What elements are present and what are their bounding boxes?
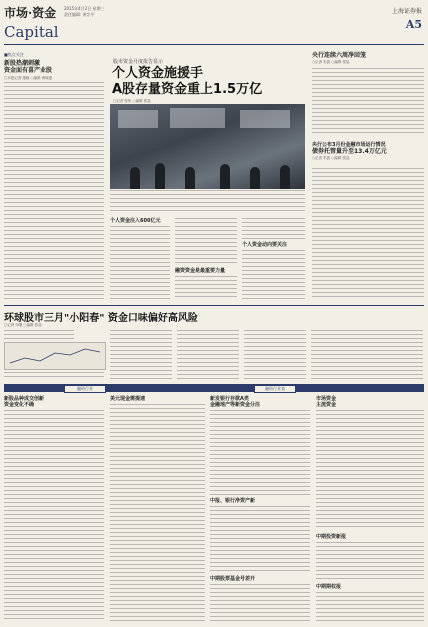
chart-box-1 [4,342,106,370]
right-article-2 [312,142,424,161]
bottom-col-1-body [4,410,104,622]
section-title-en: Capital [4,23,59,41]
mid-tab-2: 融资行业表 [254,385,296,393]
mid-section-bar [4,384,424,392]
bottom-col1-title-2: 资金变化不确 [4,402,35,408]
bottom-col4-sub2: 中期期权报 [316,584,342,590]
bottom-col-1 [4,396,104,408]
banner-text-0 [4,330,74,340]
bottom-col1-title-1: 新股品种成交创新 [4,396,45,402]
bottom-col4-title-2: 主流资金 [316,402,337,408]
bottom-col-4-body2 [316,542,424,580]
bottom-col3-sub2: 中期股票基金号差开 [210,576,256,582]
lead-headline-line1: 个人资金施援手 [112,66,204,81]
left-title-1: 新股热潮刺激 [4,60,41,67]
issue-meta [64,6,154,18]
banner-col-3 [177,330,239,380]
header-divider [4,44,424,45]
bottom-col-3 [210,396,310,408]
lead-headline-line2: A股存量资金重上1.5万亿 [112,82,263,97]
section-header [4,4,64,44]
lead-photo [110,104,305,189]
body-col-3b [242,250,305,300]
banner-headline: 环球股市三月"小阳春" 资金口味偏好高风险 [4,313,198,324]
body-col-2 [175,218,237,266]
paper-name: 上海证券报 [391,8,422,15]
banner-divider [4,305,424,306]
chart-caption [4,372,104,379]
right-byline-1: ○记者 朱凯 ○编辑 张喆 [312,60,350,64]
bottom-col4-title-1: 市场资金 [316,396,337,402]
banner-col-4 [244,330,306,380]
subhead-a-wrap [110,218,170,224]
bottom-col4-sub: 中期投资新报 [316,534,347,540]
subhead-a: 个人资金注入600亿元 [110,218,161,224]
mini-chart-1 [5,343,105,369]
subhead-d: 个人资金动向要关注 [242,242,288,248]
bottom-col-2-body [110,404,205,622]
banner-col-5 [311,330,423,380]
paper-header [392,6,422,31]
left-title-2: 资金面有喜产业股 [4,67,53,74]
photo-caption [110,190,305,214]
issue-date: 2015年4月2日 星期三 [64,6,105,11]
left-article [4,52,104,81]
right-title-1: 央行连续六周净回笼 [312,52,367,59]
right-body-1 [312,68,424,136]
bottom-col3-title-2: 金融地产等新资金分注 [210,402,261,408]
right-byline-2: ○记者 朱凯 ○编辑 张喆 [312,156,350,160]
lead-byline: □记者 张彤 ○编辑 张喆 [113,99,151,103]
body-col-2b [175,276,237,300]
right-title-2b: 债券托管量升至13.4万亿元 [312,148,387,155]
bottom-col-3-body [210,410,310,496]
bottom-col2-title: 美元现金需提速 [110,396,146,402]
banner-col-2 [110,330,172,380]
left-byline: □本报记者 施婉 ○编辑 黄晓惠 [4,76,53,80]
body-col-1 [110,226,170,300]
mid-tab-1: 融资行业 [64,385,106,393]
right-article-1 [312,52,424,65]
bottom-col-2 [110,396,205,402]
subhead-c: 融资资金是最重要力量 [175,268,226,274]
section-title-cn: 市场·资金 [4,6,57,20]
right-title-2a: 央行公布3月份金融市场运行情况 [312,142,386,148]
left-body-text [4,82,104,300]
lead-headline [112,66,302,98]
body-col-3 [242,218,305,240]
bottom-col-4 [316,396,424,408]
bottom-col3-title-1: 新发银行存款A类 [210,396,249,402]
bottom-col-3-body3 [210,584,310,622]
lead-kicker: 股市资金月度报告显示 [113,59,164,65]
bottom-col-4-body3 [316,592,424,622]
subhead-c-wrap [175,268,237,274]
left-tag: ■焦点关注 [4,52,24,57]
subhead-d-wrap [242,242,305,248]
bottom-col3-sub: 中报、银行净资产新 [210,498,256,504]
bottom-col-4-body [316,410,424,530]
page-number: A5 [405,18,422,31]
issue-editor: 责任编辑: 黄宗平 [64,12,95,17]
right-body-2 [312,168,424,300]
bottom-col-3-body2 [210,506,310,572]
banner-byline: □记者 申屠 ○编辑 张喆 [4,323,42,327]
